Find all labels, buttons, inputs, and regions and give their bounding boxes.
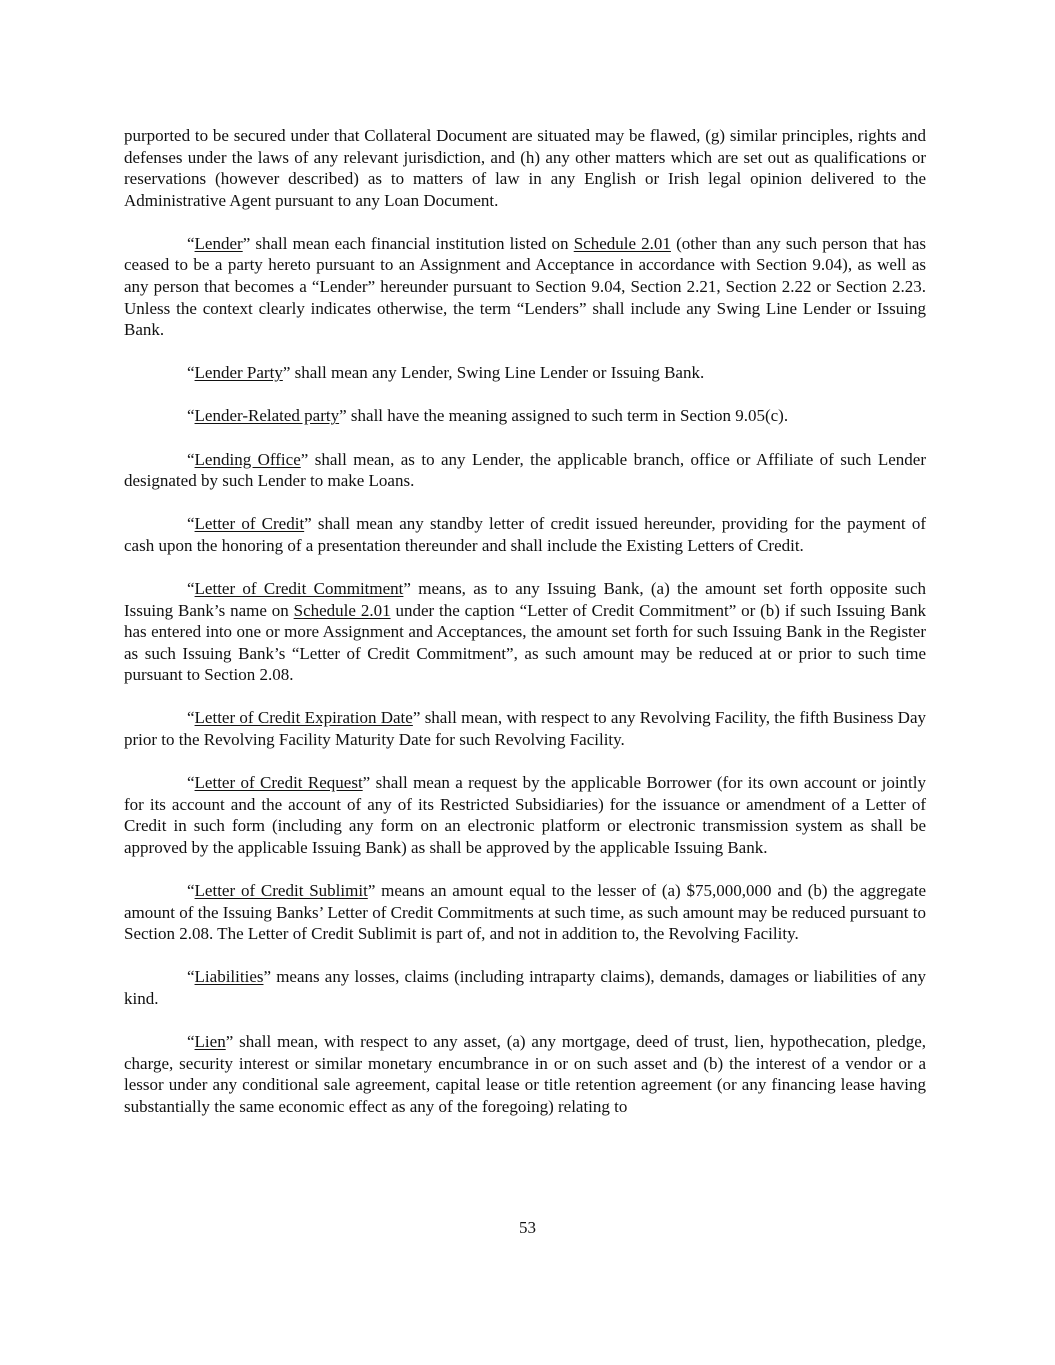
defined-term: Letter of Credit Request bbox=[194, 773, 363, 793]
definition-text: under the caption “Letter of Credit Commitment” or (b) if such Issuing Bank has entered into one or more Assignment and Acceptances, the amount set forth for such Issuing Bank in the Register as such Issuing Bank’s “Letter of Credit Commitment”, as such amount may be reduced at or prior to such time pursuant to Section 2.08. bbox=[124, 600, 926, 685]
definition-lender-party bbox=[124, 362, 926, 384]
definition-text: (other than any such person that has ceased to be a party hereto pursuant to an Assignment and Acceptance in accordance with Section 9.04), as well as any person that becomes a “Lender” hereunder pursuant to Section 9.04, Section 2.21, Section 2.22 or Section 2.23. Unless the context clearly indicates otherwise, the term “Lenders” shall include any Swing Line Lender or Issuing Bank. bbox=[124, 233, 926, 340]
schedule-reference: Schedule 2.01 bbox=[573, 233, 671, 253]
defined-term: Lender bbox=[194, 233, 243, 253]
definition-letter-of-credit-commitment bbox=[124, 578, 926, 686]
definition-lien bbox=[124, 1031, 926, 1117]
defined-term: Letter of Credit Commitment bbox=[194, 578, 404, 598]
definition-letter-of-credit-sublimit bbox=[124, 880, 926, 945]
paragraph-text: purported to be secured under that Collateral Document are situated may be flawed, (g) similar principles, rights and defenses under the laws of any relevant jurisdiction, and (h) any other matters which are set out as qualifications or reservations (however described) as to matters of law in any English or Irish legal opinion delivered to the Administrative Agent pursuant to any Loan Document. bbox=[124, 126, 926, 210]
definition-text: ” shall mean, as to any Lender, the applicable branch, office or Affiliate of such Lender designated by such Lender to make Loans. bbox=[124, 449, 926, 491]
open-quote: “ bbox=[187, 708, 195, 728]
document-page bbox=[124, 125, 926, 1139]
open-quote: “ bbox=[187, 449, 195, 469]
definition-letter-of-credit bbox=[124, 513, 926, 556]
open-quote: “ bbox=[187, 363, 195, 383]
definition-lending-office bbox=[124, 449, 926, 492]
definition-text: ” shall mean any Lender, Swing Line Lender or Issuing Bank. bbox=[282, 363, 705, 383]
defined-term: Lending Office bbox=[194, 449, 301, 469]
open-quote: “ bbox=[187, 233, 195, 253]
paragraph-continuation bbox=[124, 125, 926, 211]
definition-liabilities bbox=[124, 966, 926, 1009]
page-number: 53 bbox=[519, 1218, 536, 1237]
definition-text: ” shall mean any standby letter of credit issued hereunder, providing for the payment of cash upon the honoring of a presentation thereunder and shall include the Existing Letters of Credit. bbox=[124, 514, 926, 555]
open-quote: “ bbox=[187, 578, 195, 598]
open-quote: “ bbox=[187, 967, 195, 987]
definition-text: ” means an amount equal to the lesser of (a) $75,000,000 and (b) the aggregate amount of the Issuing Banks’ Letter of Credit Commitments at such time, as such amount may be reduced pursuant to Section 2.08. The Letter of Credit Sublimit is part of, and not in addition to, the Revolving Facility. bbox=[124, 880, 926, 944]
schedule-reference: Schedule 2.01 bbox=[293, 600, 391, 620]
defined-term: Letter of Credit bbox=[194, 514, 305, 534]
open-quote: “ bbox=[187, 514, 195, 534]
defined-term: Letter of Credit Sublimit bbox=[194, 880, 368, 900]
open-quote: “ bbox=[187, 406, 195, 426]
definition-text: ” means any losses, claims (including intraparty claims), demands, damages or liabilities of any kind. bbox=[124, 967, 926, 1008]
defined-term: Liabilities bbox=[194, 967, 264, 987]
definition-lender-related-party bbox=[124, 405, 926, 427]
open-quote: “ bbox=[187, 880, 195, 900]
definition-lender bbox=[124, 233, 926, 341]
definition-text: ” shall mean, with respect to any asset, (a) any mortgage, deed of trust, lien, hypothecation, pledge, charge, security interest or similar monetary encumbrance in or on such asset and (b) the interest of a vendor or a lessor under any conditional sale agreement, capital lease or title retention agreement (or any financing lease having substantially the same economic effect as any of the foregoing) relating to bbox=[124, 1031, 926, 1116]
definition-text: ” shall mean a request by the applicable Borrower (for its own account or jointly for its account and the account of any of its Restricted Subsidiaries) for the issuance or amendment of a Letter of Credit in such form (including any form on an electronic platform or electronic transmission system as shall be approved by the applicable Issuing Bank) as shall be approved by the applicable Issuing Bank. bbox=[124, 773, 926, 857]
definition-letter-of-credit-request bbox=[124, 772, 926, 858]
definition-text: ” means, as to any Issuing Bank, (a) the amount set forth opposite such Issuing Bank’s name on bbox=[124, 578, 926, 620]
defined-term: Lender Party bbox=[194, 363, 283, 383]
defined-term: Lender-Related party bbox=[194, 406, 340, 426]
defined-term: Letter of Credit Expiration Date bbox=[194, 708, 413, 728]
open-quote: “ bbox=[187, 773, 195, 793]
definition-text: ” shall mean, with respect to any Revolving Facility, the fifth Business Day prior to the Revolving Facility Maturity Date for such Revolving Facility. bbox=[124, 708, 927, 749]
defined-term: Lien bbox=[194, 1031, 226, 1051]
definition-text: ” shall mean each financial institution listed on bbox=[242, 233, 574, 253]
definition-letter-of-credit-expiration-date bbox=[124, 707, 926, 750]
definition-text: ” shall have the meaning assigned to such term in Section 9.05(c). bbox=[339, 406, 789, 426]
open-quote: “ bbox=[187, 1031, 195, 1051]
